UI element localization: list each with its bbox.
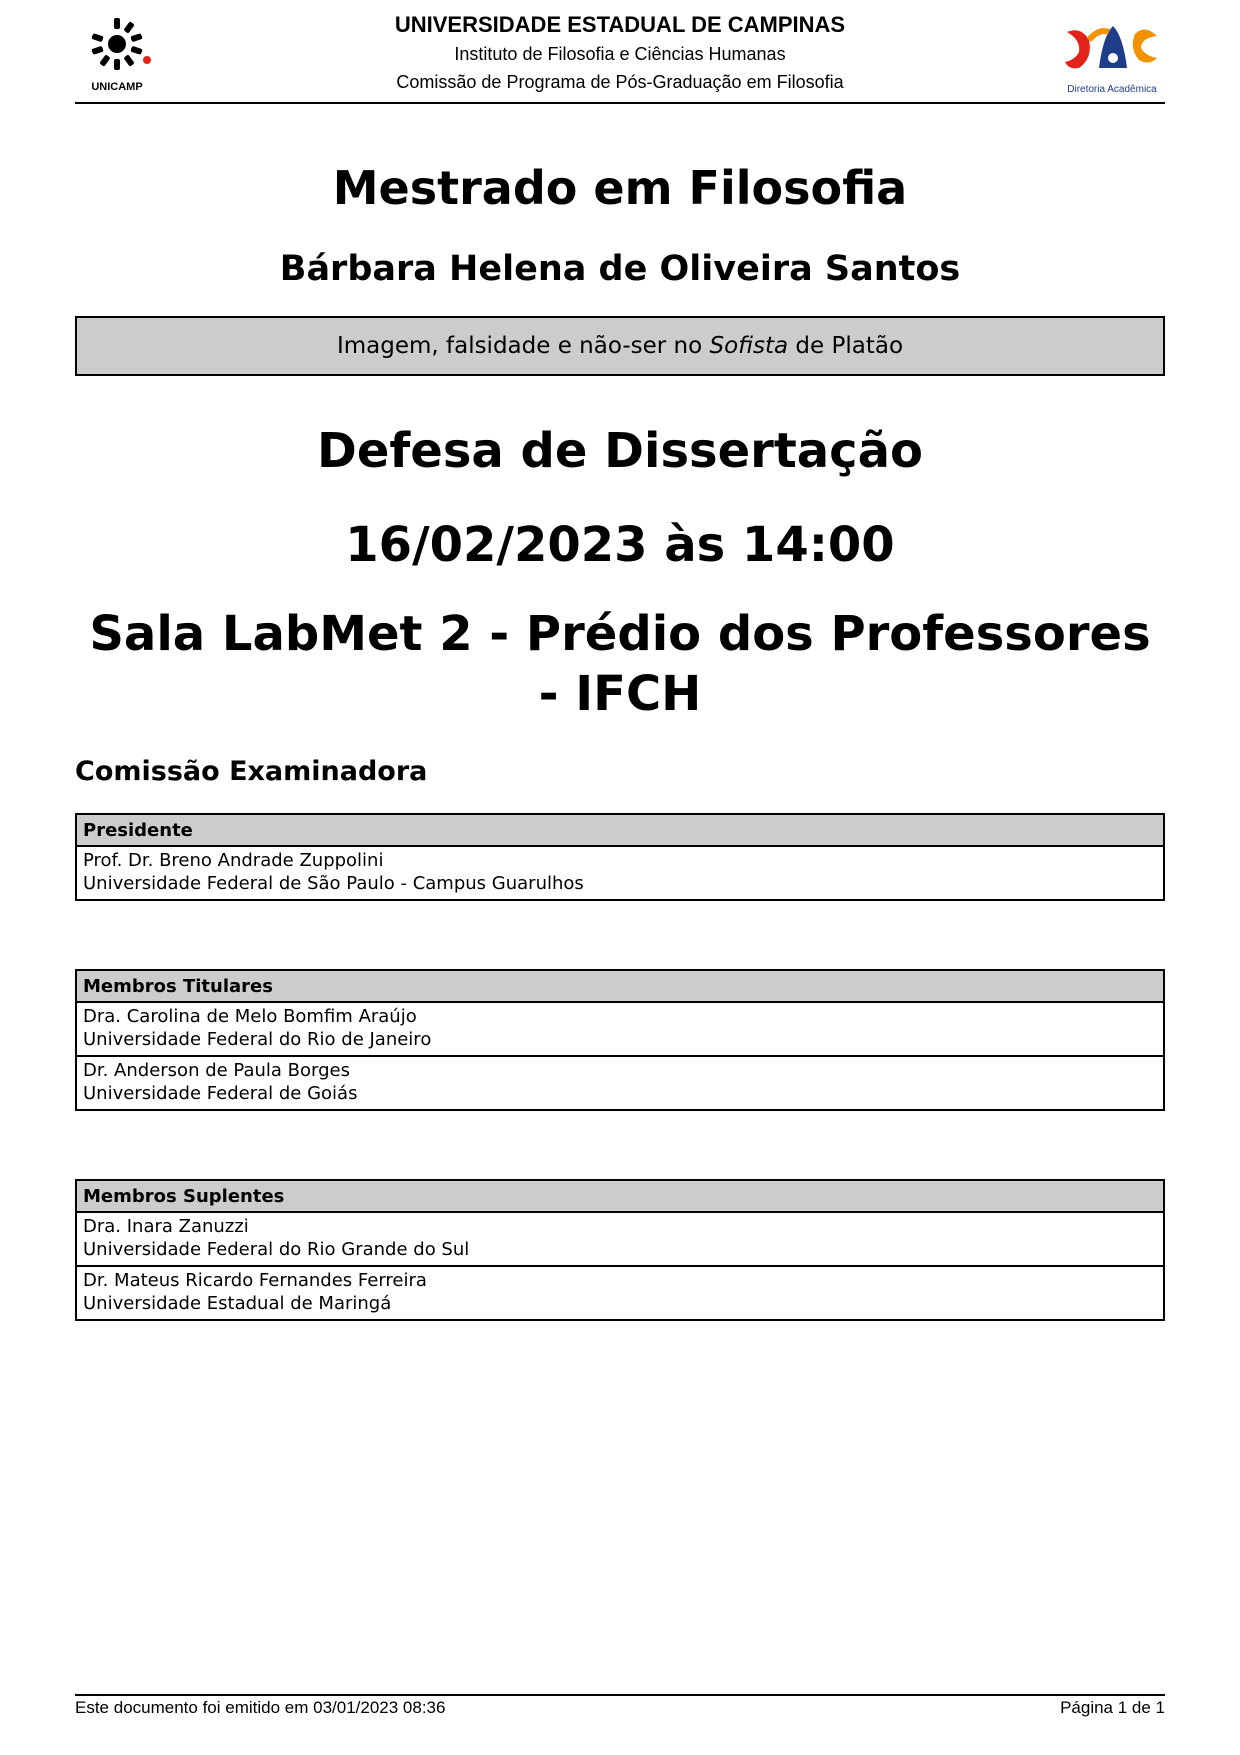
institute-name: Instituto de Filosofia e Ciências Humanas xyxy=(454,44,786,64)
member-name: Prof. Dr. Breno Andrade Zuppolini xyxy=(83,850,384,871)
table-header: Membros Suplentes xyxy=(76,1180,1164,1212)
committee-title: Comissão Examinadora xyxy=(75,756,428,787)
member-cell xyxy=(76,1212,1164,1266)
defense-datetime: 16/02/2023 às 14:00 xyxy=(345,517,895,573)
member-institution: Universidade Federal de Goiás xyxy=(83,1083,358,1104)
svg-text:Diretoria Acadêmica: Diretoria Acadêmica xyxy=(1067,84,1157,95)
member-name: Dra. Inara Zanuzzi xyxy=(83,1216,249,1237)
thesis-title-box xyxy=(75,316,1165,376)
member-institution: Universidade Estadual de Maringá xyxy=(83,1293,392,1314)
president-table xyxy=(75,813,1165,901)
svg-text:UNICAMP: UNICAMP xyxy=(91,81,143,93)
member-name: Dra. Carolina de Melo Bomfim Araújo xyxy=(83,1006,417,1027)
defense-location: Sala LabMet 2 - Prédio dos Professores - IFCH xyxy=(89,606,1151,722)
member-institution: Universidade Federal do Rio de Janeiro xyxy=(83,1029,432,1050)
table-header: Presidente xyxy=(76,814,1164,846)
member-name: Dr. Anderson de Paula Borges xyxy=(83,1060,350,1081)
university-name: UNIVERSIDADE ESTADUAL DE CAMPINAS xyxy=(394,12,846,37)
titulares-table xyxy=(75,969,1165,1111)
program-title: Mestrado em Filosofia xyxy=(332,161,908,215)
student-name: Bárbara Helena de Oliveira Santos xyxy=(279,249,961,289)
page-footer xyxy=(75,1694,1165,1717)
member-institution: Universidade Federal do Rio Grande do Sul xyxy=(83,1239,470,1260)
thesis-title-part1: Imagem, falsidade e não-ser no xyxy=(336,333,710,359)
member-cell xyxy=(76,1002,1164,1056)
member-cell xyxy=(76,1266,1164,1320)
thesis-title-italic: Sofista xyxy=(709,333,789,359)
dac-logo xyxy=(1059,18,1165,100)
defense-label: Defesa de Dissertação xyxy=(317,423,923,479)
unicamp-logo xyxy=(81,14,157,94)
header-text xyxy=(185,10,1055,96)
thesis-title-part2: de Platão xyxy=(788,333,904,359)
suplentes-table xyxy=(75,1179,1165,1321)
member-cell xyxy=(76,846,1164,900)
member-cell xyxy=(76,1056,1164,1110)
page-header xyxy=(75,8,1165,104)
member-institution: Universidade Federal de São Paulo - Campus Guarulhos xyxy=(83,873,584,894)
page-number: Página 1 de 1 xyxy=(1060,1698,1165,1717)
issued-timestamp: Este documento foi emitido em 03/01/2023 08:36 xyxy=(75,1698,446,1717)
table-header: Membros Titulares xyxy=(76,970,1164,1002)
commission-name: Comissão de Programa de Pós-Graduação em Filosofia xyxy=(396,72,844,92)
member-name: Dr. Mateus Ricardo Fernandes Ferreira xyxy=(83,1270,427,1291)
